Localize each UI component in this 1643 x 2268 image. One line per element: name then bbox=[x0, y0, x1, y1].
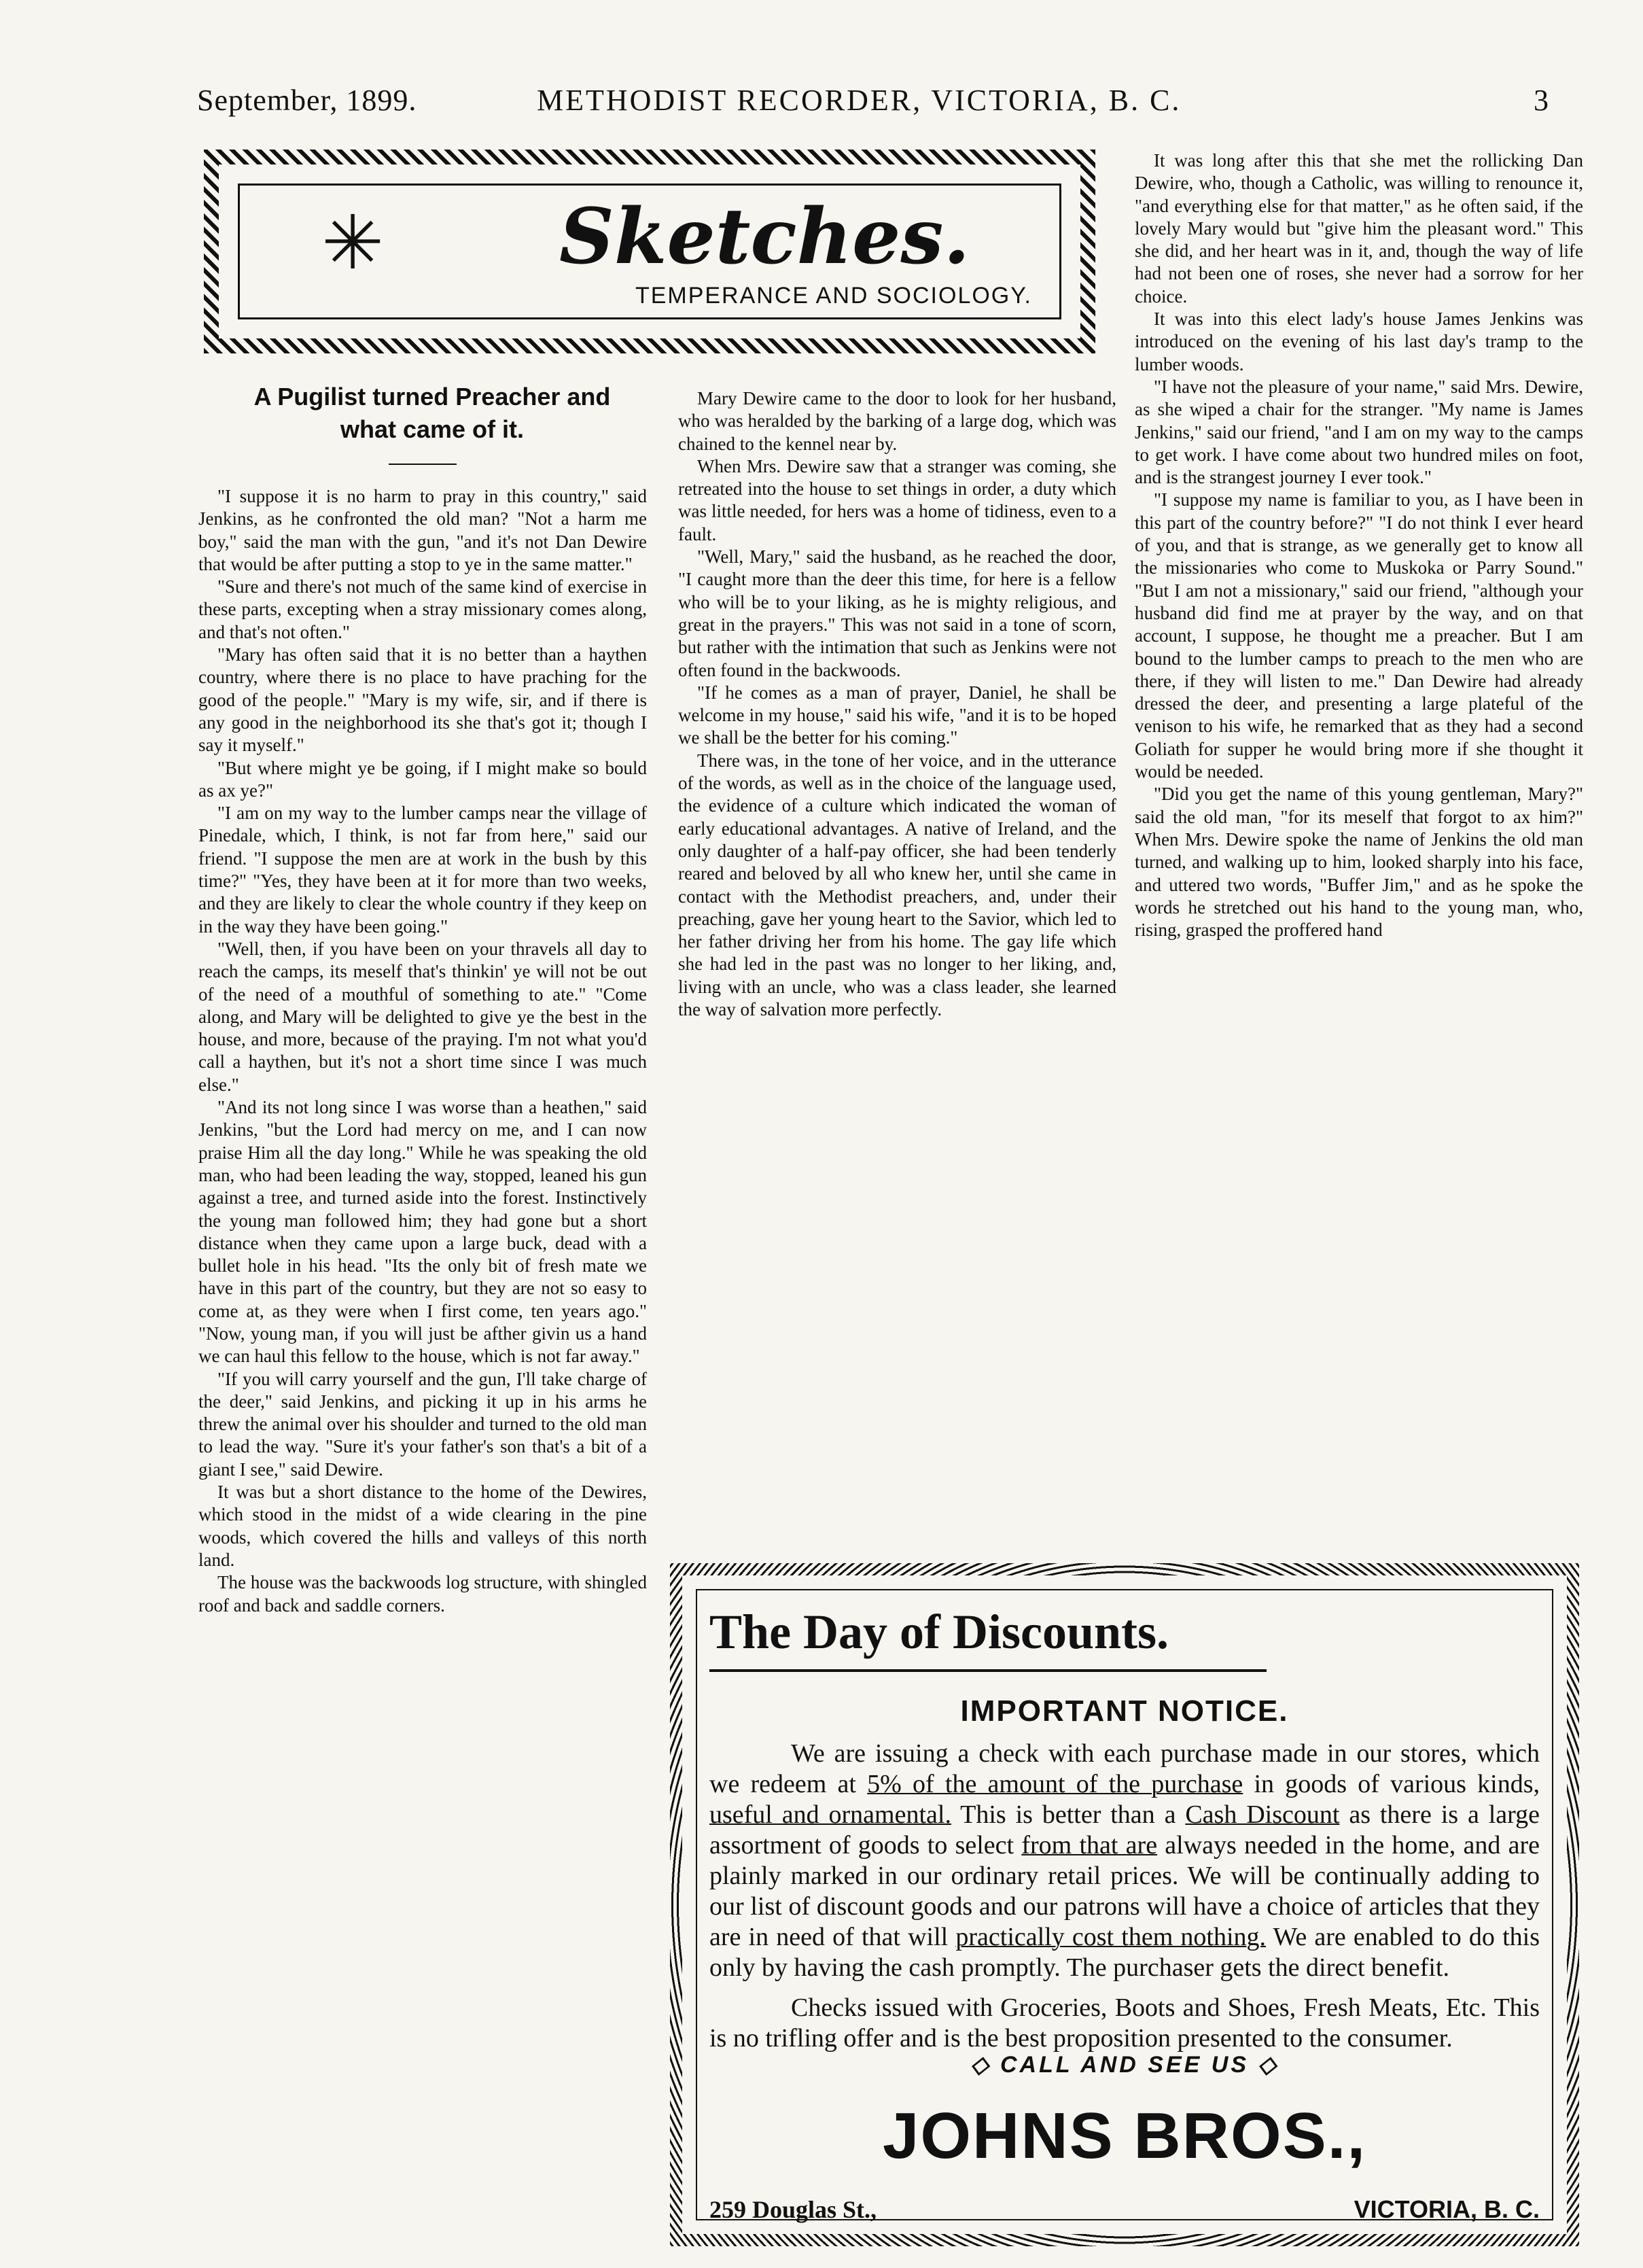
call-text: CALL AND SEE US bbox=[1000, 2052, 1250, 2078]
paragraph: "I have not the pleasure of your name," said Mrs. Dewire, as she wiped a chair for the stranger. "My name is James Jenkins," said our friend, "and I am on my way to the camps to get work. I have come about two hundred miles on foot, and is the strangest journey I ever took." bbox=[1135, 376, 1583, 488]
ad-body bbox=[709, 1739, 1540, 2054]
paragraph: "Well, Mary," said the husband, as he reached the door, "I caught more than the deer this time, for here is a fellow who will be to your liking, as he is mighty religious, and great in the prayers." This was not said in a tone of scorn, but rather with the intimation that such as Jenkins were not often found in the backwoods. bbox=[678, 546, 1116, 680]
paragraph: "And its not long since I was worse than a heathen," said Jenkins, "but the Lord had mercy on me, and I can now praise Him all the day long." While he was speaking the old man, who had been leading the way, stopped, leaned his gun against a tree, and turned aside into the forest. Instinctively the young man followed him; they had gone but a short distance when they came upon a large buck, dead with a bullet hole in his head. "Its the only bit of fresh mate we have in this part of the country, but they are not so easy to come at, as they were when I first come, ten years ago." "Now, young man, if you will just be afther givin us a hand we can haul this fellow to the house, which is not far away." bbox=[198, 1097, 647, 1367]
ad-text: This is better than a bbox=[951, 1800, 1186, 1829]
paragraph: The house was the backwoods log structure, with shingled roof and back and saddle corners. bbox=[198, 1572, 647, 1616]
arrow-ornament-icon: ◇ bbox=[1249, 2052, 1279, 2078]
paragraph: "I suppose it is no harm to pray in this country," said Jenkins, as he confronted the old man? "Not a harm me boy," said the man with the gun, "and it's not Dan Dewire that would be after putting a stop to ye in the same matter." bbox=[198, 486, 647, 574]
ad-underlined-text: 5% of the amount of the purchase bbox=[867, 1770, 1243, 1798]
paragraph: "Sure and there's not much of the same kind of exercise in these parts, excepting when a stray missionary comes along, and that's not often." bbox=[198, 576, 647, 642]
ad-paragraph-1 bbox=[709, 1739, 1540, 1983]
article-column-3 bbox=[1135, 150, 1583, 1550]
banner-title: Sketches. bbox=[559, 192, 970, 281]
paragraph: "Well, then, if you have been on your thravels all day to reach the camps, its meself that's thinkin' ye will not be out of the need of a mouthful of something to ate." "Come along, and Mary will be delighted to give ye the best in the house, and more, because of the praying. I'm not what you'd call a haythen, but it's not a short time since I was much else." bbox=[198, 938, 647, 1095]
ad-notice-heading: IMPORTANT NOTICE. bbox=[960, 1694, 1289, 1728]
paragraph: "I suppose my name is familiar to you, as I have been in this part of the country before?" "I do not think I ever heard of you, and that is strange, as we generally get to know all the missionaries who come to Muskoka or Parry Sound." "But I am not a missionary," said our friend, "although your husband did find me at prayer by the way, and on that account, I suppose, he thought me a preacher. But I am bound to the lumber camps to preach to the men who are there, if they will listen to me." Dan Dewire had already dressed the deer, and presenting a large plateful of the venison to his wife, he remarked that as they had a second Goliath for supper he would bring more if she thought it would be needed. bbox=[1135, 489, 1583, 782]
running-head bbox=[197, 83, 1549, 124]
call-and-see-us bbox=[682, 2051, 1567, 2078]
paragraph: "I am on my way to the lumber camps near the village of Pinedale, which, I think, is not far from here," said our friend. "I suppose the men are at work in the bush by this time?" "Yes, they have been at it for more than two weeks, and they are likely to clear the whole country if they keep on in the way they have been going." bbox=[198, 803, 647, 937]
ad-text: as there is a large assortment of goods to select bbox=[709, 1800, 1540, 1860]
paragraph: It was long after this that she met the rollicking Dan Dewire, who, though a Catholic, was willing to renounce it, "and everything else for that matter," as he often said, if the lovely Mary would but "give him the pleasant word." This she did, and her heart was in it, and, though the way of life had not been one of roses, she never had a sorrow for her choice. bbox=[1135, 150, 1583, 307]
paragraph: "If you will carry yourself and the gun, I'll take charge of the deer," said Jenkins, and picking it up in his arms he threw the animal over his shoulder and turned to the old man to lead the way. "Sure it's your father's son that's a bit of a giant I see," said Dewire. bbox=[198, 1368, 647, 1480]
advertiser-address: 259 Douglas St., bbox=[709, 2196, 877, 2223]
ad-text: We are issuing a check with each purchase made in our stores, which we redeem at bbox=[709, 1739, 1540, 1798]
ad-underlined-text: practically cost them nothing. bbox=[955, 1923, 1267, 1951]
article-column-2 bbox=[678, 387, 1116, 1543]
star-ornament-icon: ✳ bbox=[321, 202, 385, 285]
paragraph: "But where might ye be going, if I might make so bould as ax ye?" bbox=[198, 757, 647, 801]
article-headline-line-1: A Pugilist turned Preacher and bbox=[253, 383, 611, 411]
paragraph: "Mary has often said that it is no better than a haythen country, where there is no place to have praching for the good of the people." "Mary is my wife, sir, and if there is any good in the neighborhood its she that's got it; though I say it myself." bbox=[198, 644, 647, 756]
ad-paragraph-2: Checks issued with Groceries, Boots and Shoes, Fresh Meats, Etc. This is no trifling offer and is the best proposition presented to the consumer. bbox=[709, 1993, 1540, 2053]
paragraph: When Mrs. Dewire saw that a stranger was coming, she retreated into the house to set things in order, a duty which was little needed, for hers was a home of tidiness, even to a fault. bbox=[678, 455, 1116, 544]
ad-underlined-text: Cash Discount bbox=[1185, 1800, 1340, 1829]
arrow-ornament-icon: ◇ bbox=[970, 2052, 1000, 2078]
paragraph: "Did you get the name of this young gentleman, Mary?" said the old man, "for its meself that forgot to ax him?" When Mrs. Dewire spoke the name of Jenkins the old man turned, and walking up to him, looked sharply into his face, and uttered two words, "Buffer Jim," and as he spoke the words he stretched out his hand to the young man, who, rising, grasped the proffered hand bbox=[1135, 784, 1583, 941]
ad-title: The Day of Discounts. bbox=[709, 1605, 1169, 1659]
banner-subtitle: TEMPERANCE AND SOCIOLOGY. bbox=[635, 283, 1032, 309]
banner-frame bbox=[238, 184, 1061, 319]
paragraph: "If he comes as a man of prayer, Daniel, he shall be welcome in my house," said his wife, "and it is to be hoped we shall be the better for his coming." bbox=[678, 682, 1116, 748]
ad-title-rule bbox=[709, 1669, 1267, 1672]
ad-text: always needed in the home, and are plainly marked in our ordinary retail prices. We will be continually adding to our list of discount goods and our patrons will have a choice of articles that they are in need of that will bbox=[709, 1831, 1540, 1951]
ad-text: We are enabled to do this only by having the cash promptly. The purchaser gets the direct benefit. bbox=[709, 1923, 1540, 1982]
paragraph: It was into this elect lady's house James Jenkins was introduced on the evening of his last day's tramp to the lumber woods. bbox=[1135, 309, 1583, 374]
advertiser-name: JOHNS BROS., bbox=[882, 2099, 1367, 2172]
article-headline-line-2: what came of it. bbox=[340, 415, 525, 443]
ad-underlined-text: from that are bbox=[1021, 1831, 1158, 1860]
advertiser-city: VICTORIA, B. C. bbox=[1354, 2195, 1540, 2223]
section-banner bbox=[204, 150, 1095, 353]
issue-date: September, 1899. bbox=[197, 84, 417, 117]
ad-text: in goods of various kinds, bbox=[1243, 1770, 1540, 1798]
paragraph: There was, in the tone of her voice, and in the utterance of the words, as well as in the choice of the language used, the evidence of a culture which indicated the woman of early educational advantages. A native of Ireland, and the only daughter of a half-pay officer, she had been tenderly reared and beloved by all who knew her, until she came in contact with the Methodist preachers, and, under their preaching, gave her young heart to the Savior, which led to her father driving her from his home. The gay life which she had led in the past was no longer to her liking, and, living with an uncle, who was a class leader, she learned the way of salvation more perfectly. bbox=[678, 750, 1116, 1020]
ad-underlined-text: useful and ornamental. bbox=[709, 1800, 951, 1829]
advertisement bbox=[670, 1563, 1579, 2246]
headline-rule bbox=[389, 464, 457, 465]
article-column-1 bbox=[198, 381, 647, 2222]
paragraph: It was but a short distance to the home of the Dewires, which stood in the midst of a wide clearing in the pine woods, which covered the hills and valleys of this north land. bbox=[198, 1482, 647, 1570]
page-number: 3 bbox=[1534, 84, 1549, 117]
paragraph: Mary Dewire came to the door to look for her husband, who was heralded by the barking of a large dog, which was chained to the kennel near by. bbox=[678, 388, 1116, 454]
masthead: METHODIST RECORDER, VICTORIA, B. C. bbox=[537, 84, 1182, 117]
